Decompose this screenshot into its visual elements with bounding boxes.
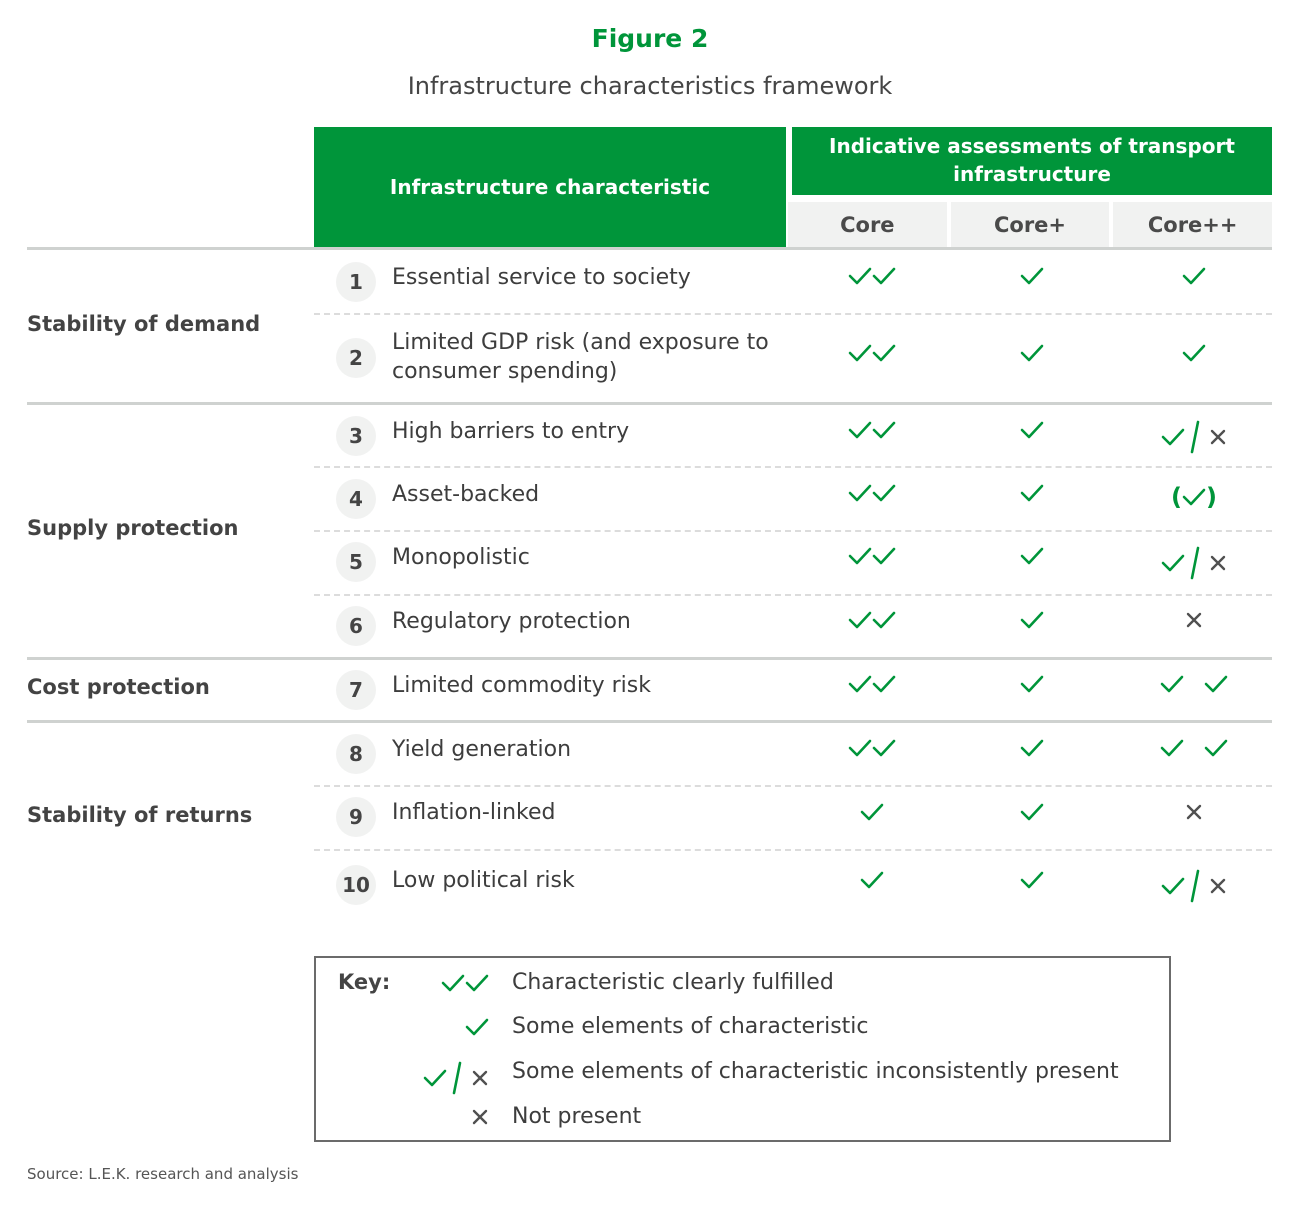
cell-core-plus-plus (1114, 546, 1274, 580)
cell-core-plus (952, 869, 1112, 890)
check-icon (860, 870, 884, 890)
check-icon (1020, 870, 1044, 890)
cell-core (792, 674, 952, 695)
double-check-icon (848, 483, 896, 502)
cell-core (792, 869, 952, 890)
row-number-badge: 1 (336, 262, 376, 302)
double-check-icon (848, 546, 896, 565)
row-number-badge: 2 (336, 338, 376, 378)
group-label: Supply protection (27, 516, 239, 540)
check-icon (1020, 546, 1044, 566)
spaced-double-check-icon (1160, 674, 1228, 693)
check-icon (872, 674, 896, 694)
table-row (314, 785, 1272, 849)
check-icon (441, 973, 465, 993)
check-icon (848, 674, 872, 694)
check-icon (1161, 427, 1185, 447)
row-label: Yield generation (392, 736, 572, 762)
check-slash-cross-icon (423, 1068, 489, 1087)
slash-icon (1189, 420, 1201, 454)
check-icon (1160, 674, 1184, 694)
cell-core-plus-plus (1114, 610, 1274, 630)
cell-core-plus-plus (1114, 420, 1274, 454)
double-check-icon (848, 674, 896, 693)
row-label: Low political risk (392, 868, 575, 893)
row-label: Limited GDP risk (and exposure to consumer spending) (392, 330, 769, 384)
table-row (314, 313, 1272, 403)
key-item (316, 1014, 1169, 1044)
group-label: Stability of returns (27, 803, 253, 827)
double-check-icon (848, 420, 896, 439)
slash-icon (1189, 869, 1201, 903)
figure-subtitle: Infrastructure characteristics framework (407, 72, 893, 100)
check-icon (848, 546, 872, 566)
cell-core (792, 546, 952, 567)
table-row (314, 722, 1272, 785)
double-check-icon (848, 738, 896, 757)
check-icon (1182, 487, 1206, 507)
double-check-icon (848, 342, 896, 361)
cell-core-plus (952, 483, 1112, 504)
check-icon (423, 1068, 447, 1088)
check-icon (1020, 674, 1044, 694)
key-title: Key: (338, 970, 391, 994)
row-number-badge: 7 (336, 670, 376, 710)
check-icon (872, 483, 896, 503)
cell-core-plus (952, 420, 1112, 441)
key-item (316, 1059, 1169, 1089)
cell-core-plus (952, 266, 1112, 287)
cell-core-plus-plus (1114, 869, 1274, 903)
double-check-icon (441, 972, 489, 991)
table-row (314, 530, 1272, 593)
row-number-badge: 9 (336, 797, 376, 837)
row-label: Essential service to society (392, 264, 691, 290)
header-infrastructure-characteristic: Infrastructure characteristic (314, 127, 786, 247)
check-icon (872, 420, 896, 440)
column-header-core: Core (788, 202, 947, 247)
row-number-badge: 8 (336, 734, 376, 774)
header-indicative-assessments: Indicative assessments of transport infrastructure (792, 127, 1272, 195)
cross-icon (1185, 803, 1203, 821)
cell-core-plus-plus (1114, 801, 1274, 821)
table-row (314, 250, 1272, 313)
row-number-badge: 3 (336, 416, 376, 456)
figure-title: Figure 2 (591, 24, 709, 53)
check-slash-cross-icon (1161, 876, 1227, 895)
key-item (316, 1104, 1169, 1134)
check-icon (1204, 738, 1228, 758)
cell-core (792, 610, 952, 631)
column-header-core-plus-plus: Core++ (1113, 202, 1272, 247)
check-icon (1182, 266, 1206, 286)
group-label: Cost protection (27, 675, 210, 699)
cell-core (792, 801, 952, 822)
cell-core-plus-plus (1114, 674, 1274, 695)
source-note: Source: L.E.K. research and analysis (27, 1165, 299, 1183)
paren-icon: ( (1171, 482, 1182, 511)
table-row (314, 404, 1272, 467)
table-row (314, 467, 1272, 530)
cell-core (792, 738, 952, 759)
spaced-double-check-icon (1160, 738, 1228, 757)
cell-core-plus (952, 738, 1112, 759)
cross-icon (471, 1108, 489, 1126)
check-icon (1020, 343, 1044, 363)
check-icon (1020, 420, 1044, 440)
group-label: Stability of demand (27, 312, 261, 336)
check-icon (848, 266, 872, 286)
row-label: High barriers to entry (392, 418, 630, 444)
paren-icon: ) (1206, 482, 1217, 511)
cross-icon (1209, 554, 1227, 572)
cell-core-plus (952, 674, 1112, 695)
slash-icon (1189, 546, 1201, 580)
check-slash-cross-icon (1161, 552, 1227, 571)
key-item (316, 970, 1169, 1000)
cell-core-plus (952, 342, 1112, 363)
check-icon (1160, 738, 1184, 758)
key-item-text: Not present (512, 1104, 642, 1129)
cell-core-plus (952, 546, 1112, 567)
cell-core (792, 420, 952, 441)
cell-core (792, 342, 952, 363)
cross-icon (1209, 428, 1227, 446)
check-icon (848, 483, 872, 503)
cross-icon (471, 1069, 489, 1087)
check-icon (1020, 266, 1044, 286)
row-label: Inflation-linked (392, 800, 556, 825)
key-legend (314, 956, 1171, 1142)
cell-core (792, 266, 952, 287)
check-icon (1161, 876, 1185, 896)
cell-core-plus-plus (1114, 266, 1274, 287)
row-label: Limited commodity risk (392, 672, 651, 698)
check-icon (465, 973, 489, 993)
check-icon (1020, 610, 1044, 630)
row-number-badge: 10 (336, 865, 376, 905)
check-icon (465, 1017, 489, 1037)
key-item-text: Some elements of characteristic (512, 1014, 869, 1039)
cell-core (792, 483, 952, 504)
cross-icon (1185, 611, 1203, 629)
row-label: Regulatory protection (392, 608, 631, 634)
row-number-badge: 4 (336, 479, 376, 519)
row-number-badge: 5 (336, 542, 376, 582)
cell-core-plus-plus (1114, 483, 1274, 511)
key-item-text: Characteristic clearly fulfilled (512, 970, 834, 995)
row-label: Asset-backed (392, 481, 540, 507)
check-icon (1020, 802, 1044, 822)
double-check-icon (848, 266, 896, 285)
header-columns (788, 202, 1272, 247)
row-number-badge: 6 (336, 606, 376, 646)
check-icon (872, 738, 896, 758)
check-icon (848, 343, 872, 363)
check-icon (872, 610, 896, 630)
check-slash-cross-icon (1161, 426, 1227, 445)
check-icon (1020, 483, 1044, 503)
cell-core-plus (952, 610, 1112, 631)
check-icon (848, 610, 872, 630)
cell-core-plus-plus (1114, 738, 1274, 759)
cross-icon (1209, 877, 1227, 895)
row-label: Monopolistic (392, 544, 530, 570)
slash-icon (451, 1061, 463, 1095)
check-icon (860, 802, 884, 822)
table-row (314, 849, 1272, 921)
check-icon (1204, 674, 1228, 694)
check-icon (872, 266, 896, 286)
column-header-core-plus: Core+ (951, 202, 1110, 247)
check-icon (1020, 738, 1044, 758)
check-icon (1182, 343, 1206, 363)
key-item-text: Some elements of characteristic inconsistently present (512, 1059, 1119, 1084)
table-row (314, 594, 1272, 657)
check-icon (848, 420, 872, 440)
check-icon (1161, 553, 1185, 573)
cell-core-plus-plus (1114, 342, 1274, 363)
check-icon (848, 738, 872, 758)
check-icon (872, 546, 896, 566)
double-check-icon (848, 610, 896, 629)
table-row (314, 659, 1272, 720)
check-icon (872, 343, 896, 363)
bracketed-check-icon (1171, 482, 1217, 511)
cell-core-plus (952, 801, 1112, 822)
